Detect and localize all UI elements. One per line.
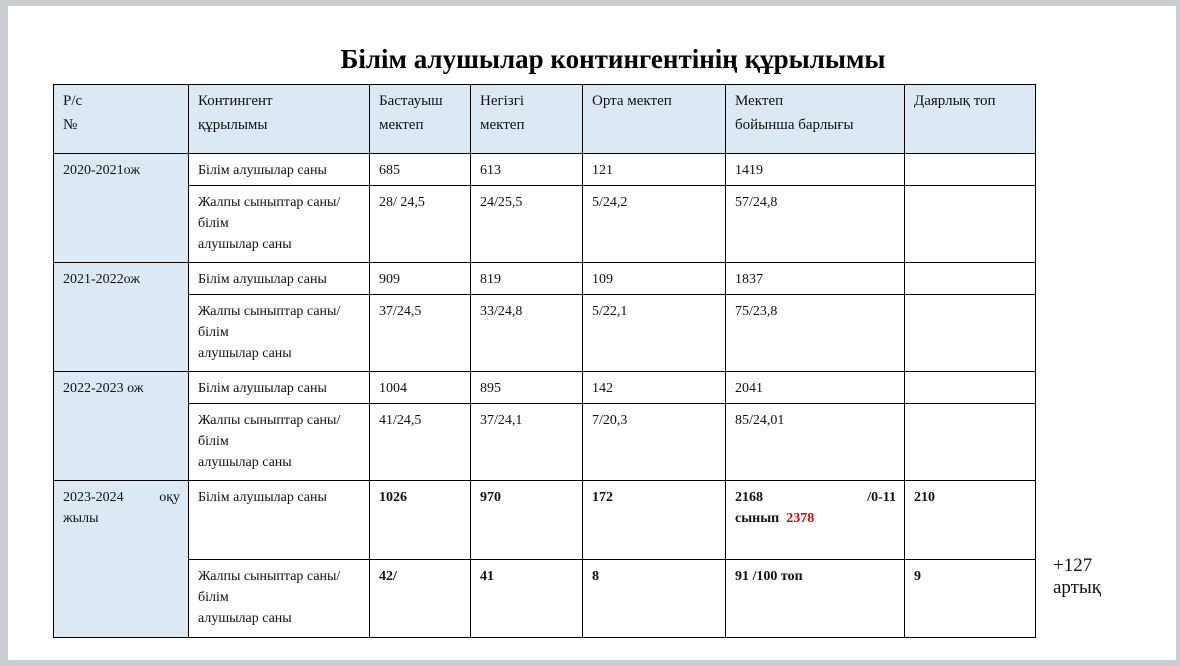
value-cell: 91 /100 топ — [726, 560, 905, 638]
value-cell: 5/24,2 — [583, 186, 726, 263]
value-cell: 819 — [471, 263, 583, 295]
value-cell: 1004 — [370, 372, 471, 404]
year-cell: 2023-2024 оқу жылы — [54, 481, 189, 638]
label-cell: Жалпы сыныптар саны/ білім алушылар саны — [189, 295, 370, 372]
label-cell: Жалпы сыныптар саны/ білім алушылар саны — [189, 186, 370, 263]
label-cell: Білім алушылар саны — [189, 154, 370, 186]
table-row — [54, 186, 1036, 263]
value-cell: 8 — [583, 560, 726, 638]
value-cell: 121 — [583, 154, 726, 186]
header-cell-basic: Негізгі мектеп — [471, 85, 583, 154]
value-cell — [905, 186, 1036, 263]
table-row — [54, 372, 1036, 404]
value-cell — [905, 295, 1036, 372]
value-cell: 5/22,1 — [583, 295, 726, 372]
value-cell — [905, 404, 1036, 481]
value-cell: 1419 — [726, 154, 905, 186]
year-cell: 2021-2022ож — [54, 263, 189, 372]
table-row — [54, 481, 1036, 560]
value-cell: 41 — [471, 560, 583, 638]
value-cell: 33/24,8 — [471, 295, 583, 372]
year-cell: 2020-2021ож — [54, 154, 189, 263]
value-cell: 85/24,01 — [726, 404, 905, 481]
label-cell: Білім алушылар саны — [189, 263, 370, 295]
table-row — [54, 295, 1036, 372]
value-cell: 2041 — [726, 372, 905, 404]
table-row — [54, 404, 1036, 481]
value-cell: 895 — [471, 372, 583, 404]
side-note: +127 артық — [1053, 555, 1101, 598]
label-cell: Жалпы сыныптар саны/ білім алушылар саны — [189, 560, 370, 638]
value-cell: 9 — [905, 560, 1036, 638]
label-cell: Білім алушылар саны — [189, 372, 370, 404]
value-cell: 1026 — [370, 481, 471, 560]
contingent-table — [53, 84, 1036, 638]
value-cell: 172 — [583, 481, 726, 560]
value-cell: 909 — [370, 263, 471, 295]
header-cell-preschool: Даярлық топ — [905, 85, 1036, 154]
value-cell: 28/ 24,5 — [370, 186, 471, 263]
label-cell: Жалпы сыныптар саны/ білім алушылар саны — [189, 404, 370, 481]
value-cell — [905, 263, 1036, 295]
value-cell: 37/24,5 — [370, 295, 471, 372]
page-title: Білім алушылар контингентінің құрылымы — [340, 44, 886, 74]
value-cell: 685 — [370, 154, 471, 186]
value-cell: 210 — [905, 481, 1036, 560]
value-cell: 1837 — [726, 263, 905, 295]
value-cell: 142 — [583, 372, 726, 404]
highlight-total: 2378 — [786, 511, 815, 526]
value-cell: 37/24,1 — [471, 404, 583, 481]
header-cell-secondary: Орта мектеп — [583, 85, 726, 154]
value-cell: 24/25,5 — [471, 186, 583, 263]
value-cell: 42/ — [370, 560, 471, 638]
header-row — [54, 85, 1036, 154]
label-cell: Білім алушылар саны — [189, 481, 370, 560]
value-cell — [905, 154, 1036, 186]
value-cell: 109 — [583, 263, 726, 295]
value-cell-total: 2168 /0-11 сынып 2378 — [726, 481, 905, 560]
slide — [8, 6, 1176, 660]
header-cell-number: Р/с № — [54, 85, 189, 154]
value-cell: 613 — [471, 154, 583, 186]
value-cell: 7/20,3 — [583, 404, 726, 481]
header-cell-total: Мектеп бойынша барлығы — [726, 85, 905, 154]
value-cell: 57/24,8 — [726, 186, 905, 263]
value-cell: 41/24,5 — [370, 404, 471, 481]
year-cell: 2022-2023 ож — [54, 372, 189, 481]
table-row — [54, 560, 1036, 638]
table-row — [54, 263, 1036, 295]
table-row — [54, 154, 1036, 186]
header-cell-structure: Контингент құрылымы — [189, 85, 370, 154]
value-cell: 75/23,8 — [726, 295, 905, 372]
header-cell-primary: Бастауыш мектеп — [370, 85, 471, 154]
value-cell — [905, 372, 1036, 404]
value-cell: 970 — [471, 481, 583, 560]
